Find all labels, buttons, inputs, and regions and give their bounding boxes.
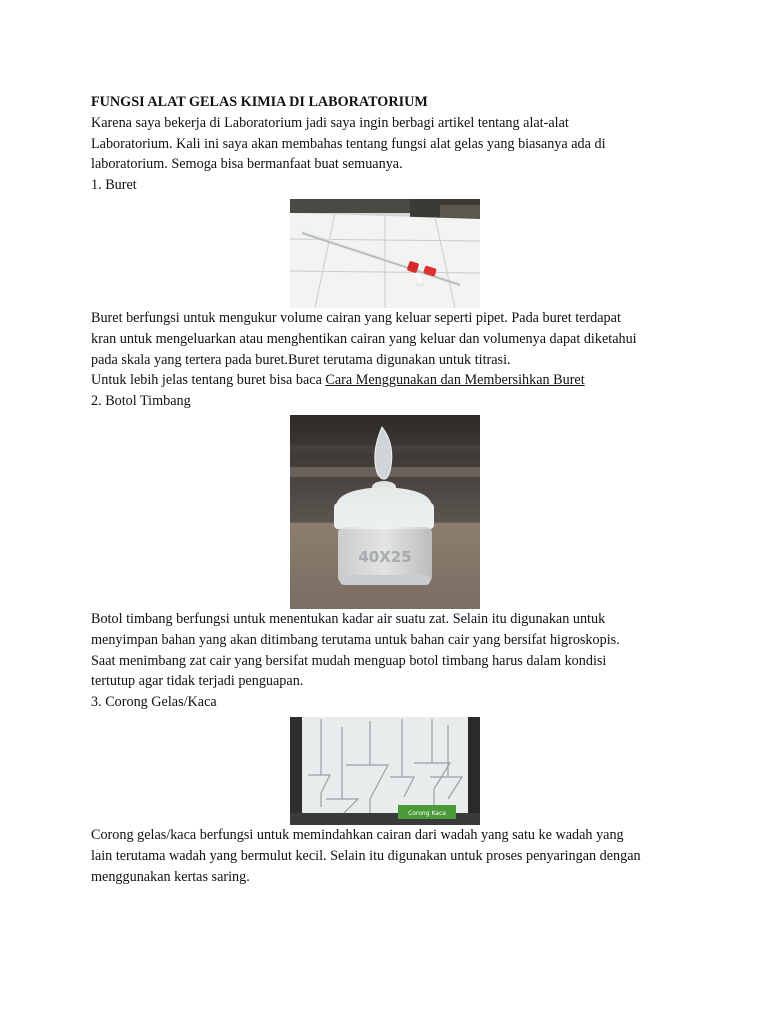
intro-line-2: Laboratorium. Kali ini saya akan membahas tentang fungsi alat gelas yang biasanya ada di [91, 135, 606, 152]
intro-line-3: laboratorium. Semoga bisa bermanfaat buat semuanya. [91, 156, 403, 173]
botol-timbang-label: 40X25 [358, 547, 412, 566]
intro-line-1: Karena saya bekerja di Laboratorium jadi saya ingin berbagi artikel tentang alat-alat [91, 114, 569, 131]
section-heading-botol-timbang: 2. Botol Timbang [91, 393, 191, 410]
corong-line-2: lain terutama wadah yang bermulut kecil. Selain itu digunakan untuk proses penyaringan dengan [91, 847, 641, 864]
corong-line-3: menggunakan kertas saring. [91, 868, 250, 885]
corong-photo [290, 717, 480, 825]
botol-timbang-photo [290, 415, 480, 609]
buret-line-2: kran untuk mengeluarkan atau menghentikan cairan yang keluar dan volumenya dapat diketahui [91, 330, 637, 347]
section-heading-corong: 3. Corong Gelas/Kaca [91, 694, 217, 711]
botol-line-3: Saat menimbang zat cair yang bersifat mudah menguap botol timbang harus dalam kondisi [91, 652, 607, 669]
buret-article-link[interactable]: Cara Menggunakan dan Membersihkan Buret [325, 372, 585, 389]
buret-photo [290, 199, 480, 308]
corong-caption: Corong Kaca [408, 809, 446, 817]
buret-line-1: Buret berfungsi untuk mengukur volume cairan yang keluar seperti pipet. Pada buret terdapat [91, 309, 621, 326]
botol-line-4: tertutup agar tidak terjadi penguapan. [91, 673, 304, 690]
botol-line-1: Botol timbang berfungsi untuk menentukan kadar air suatu zat. Selain itu digunakan untuk [91, 610, 606, 627]
section-heading-buret: 1. Buret [91, 177, 137, 194]
document-page [91, 92, 691, 887]
buret-image [290, 199, 480, 308]
corong-image [290, 717, 480, 825]
buret-line-3: pada skala yang tertera pada buret.Buret terutama digunakan untuk titrasi. [91, 351, 511, 368]
buret-link-prefix: Untuk lebih jelas tentang buret bisa baca [91, 372, 326, 389]
botol-timbang-image [290, 415, 480, 609]
buret-link-line [91, 370, 691, 391]
botol-line-2: menyimpan bahan yang akan ditimbang terutama untuk bahan cair yang bersifat higroskopis. [91, 631, 620, 648]
corong-line-1: Corong gelas/kaca berfungsi untuk memindahkan cairan dari wadah yang satu ke wadah yang [91, 826, 624, 843]
document-title: FUNGSI ALAT GELAS KIMIA DI LABORATORIUM [91, 94, 428, 110]
